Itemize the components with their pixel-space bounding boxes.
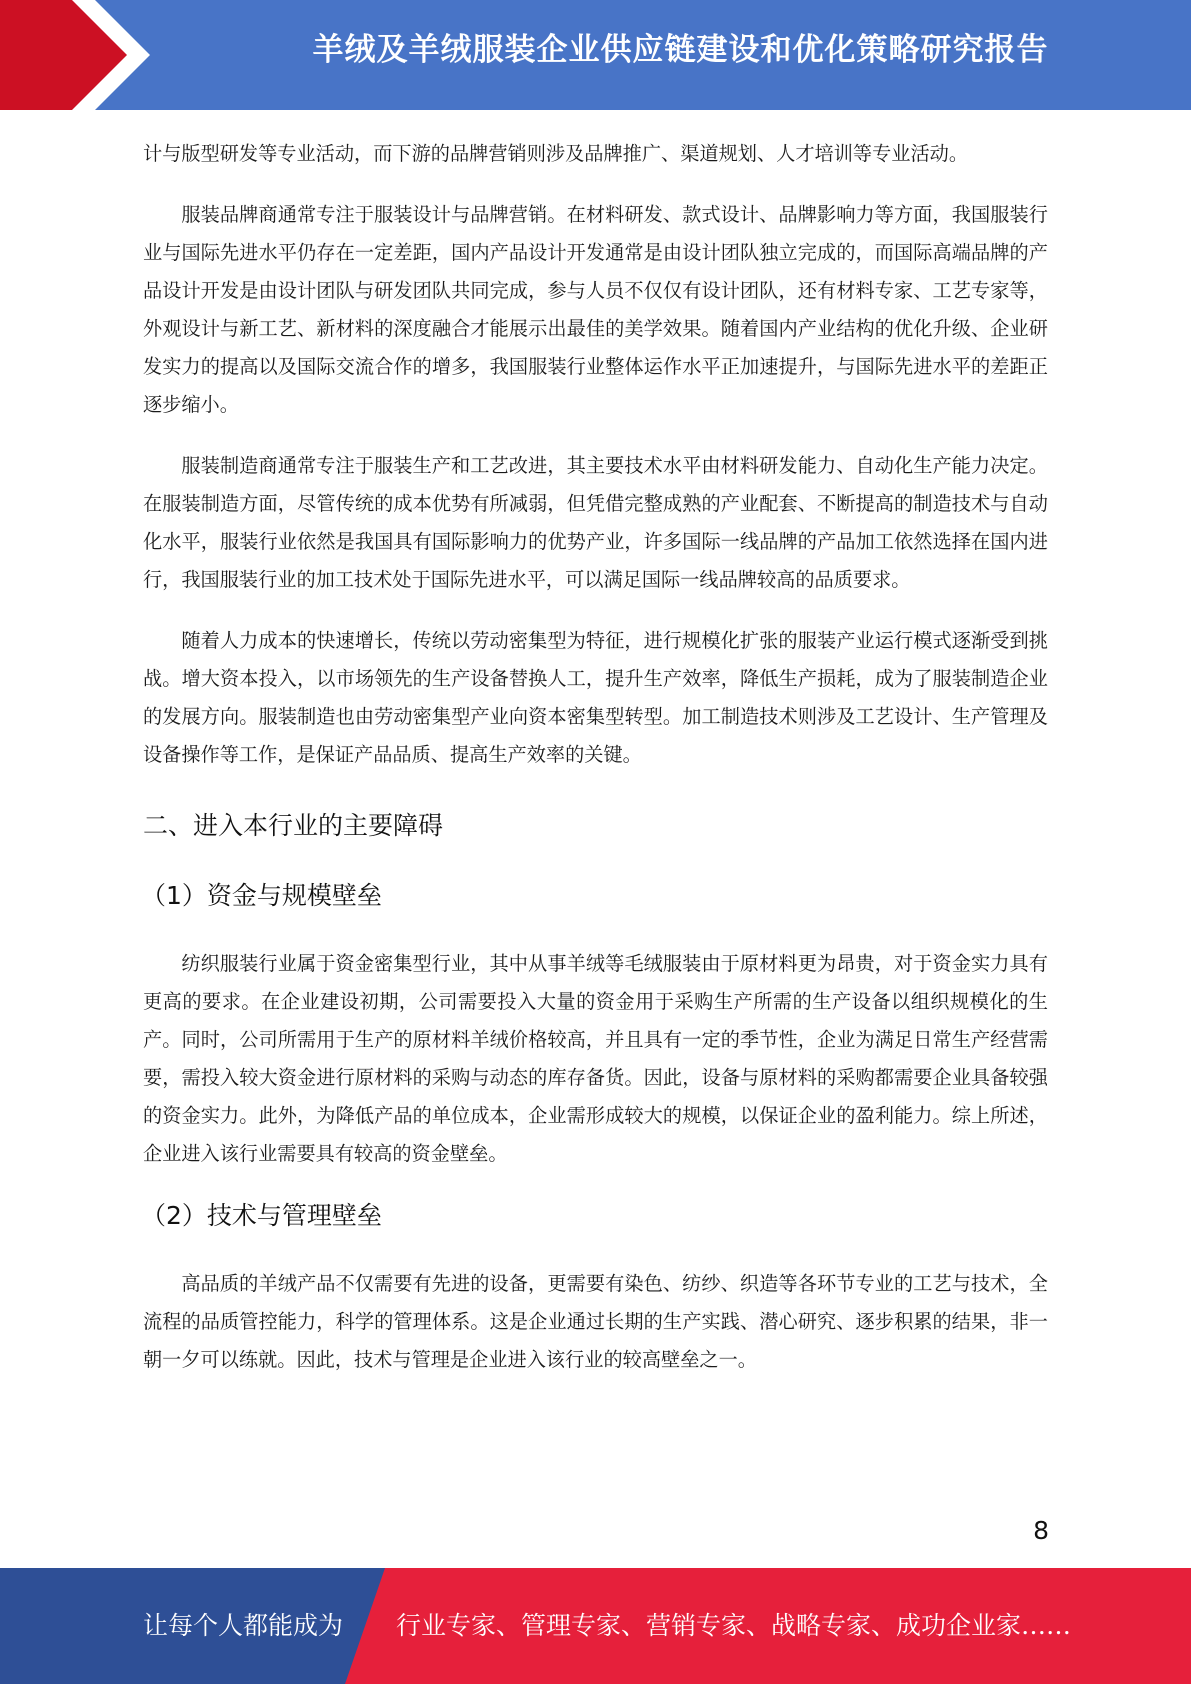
page-header bbox=[0, 0, 1191, 110]
paragraph-capital-barrier: 纺织服装行业属于资金密集型行业，其中从事羊绒等毛绒服装由于原材料更为昂贵，对于资金实力具有更高的要求。在企业建设初期，公司需要投入大量的资金用于采购生产所需的生产设备以组织规模化的生产。同时，公司所需用于生产的原材料羊绒价格较高，并且具有一定的季节性，企业为满足日常生产经营需要，需投入较大资金进行原材料的采购与动态的库存备货。因此，设备与原材料的采购都需要企业具备较强的资金实力。此外，为降低产品的单位成本，企业需形成较大的规模，以保证企业的盈利能力。综上所述，企业进入该行业需要具有较高的资金壁垒。 bbox=[143, 952, 1048, 1165]
header-chevron-decoration bbox=[0, 0, 160, 110]
subsection-heading-tech-management: （2）技术与管理壁垒 bbox=[141, 1201, 382, 1230]
page-body bbox=[143, 135, 1048, 1379]
section-heading-entry-barriers: 二、进入本行业的主要障碍 bbox=[143, 811, 444, 840]
footer-slogan-left: 让每个人都能成为 bbox=[143, 1611, 344, 1640]
paragraph-continuation: 计与版型研发等专业活动，而下游的品牌营销则涉及品牌推广、渠道规划、人才培训等专业活动。 bbox=[143, 142, 969, 165]
paragraph-tech-barrier: 高品质的羊绒产品不仅需要有先进的设备，更需要有染色、纺纱、织造等各环节专业的工艺与技术，全流程的品质管控能力，科学的管理体系。这是企业通过长期的生产实践、潜心研究、逐步积累的结果，非一朝一夕可以练就。因此，技术与管理是企业进入该行业的较高壁垒之一。 bbox=[143, 1272, 1048, 1371]
report-title: 羊绒及羊绒服装企业供应链建设和优化策略研究报告 bbox=[312, 32, 1049, 68]
page-footer bbox=[0, 1568, 1191, 1684]
paragraph-manufacturers: 服装制造商通常专注于服装生产和工艺改进，其主要技术水平由材料研发能力、自动化生产能力决定。在服装制造方面，尽管传统的成本优势有所减弱，但凭借完整成熟的产业配套、不断提高的制造技术与自动化水平，服装行业依然是我国具有国际影响力的优势产业，许多国际一线品牌的产品加工依然选择在国内进行，我国服装行业的加工技术处于国际先进水平，可以满足国际一线品牌较高的品质要求。 bbox=[143, 454, 1048, 591]
paragraph-labor-costs: 随着人力成本的快速增长，传统以劳动密集型为特征，进行规模化扩张的服装产业运行模式逐渐受到挑战。增大资本投入，以市场领先的生产设备替换人工，提升生产效率，降低生产损耗，成为了服装制造企业的发展方向。服装制造也由劳动密集型产业向资本密集型转型。加工制造技术则涉及工艺设计、生产管理及设备操作等工作，是保证产品品质、提高生产效率的关键。 bbox=[143, 629, 1048, 766]
page-number: 8 bbox=[1033, 1516, 1049, 1545]
paragraph-brand-owners: 服装品牌商通常专注于服装设计与品牌营销。在材料研发、款式设计、品牌影响力等方面，我国服装行业与国际先进水平仍存在一定差距，国内产品设计开发通常是由设计团队独立完成的，而国际高端品牌的产品设计开发是由设计团队与研发团队共同完成，参与人员不仅仅有设计团队，还有材料专家、工艺专家等，外观设计与新工艺、新材料的深度融合才能展示出最佳的美学效果。随着国内产业结构的优化升级、企业研发实力的提高以及国际交流合作的增多，我国服装行业整体运作水平正加速提升，与国际先进水平的差距正逐步缩小。 bbox=[143, 203, 1048, 416]
subsection-heading-capital-scale: （1）资金与规模壁垒 bbox=[141, 881, 382, 910]
footer-slogan-right: 行业专家、管理专家、营销专家、战略专家、成功企业家…… bbox=[396, 1611, 1072, 1640]
